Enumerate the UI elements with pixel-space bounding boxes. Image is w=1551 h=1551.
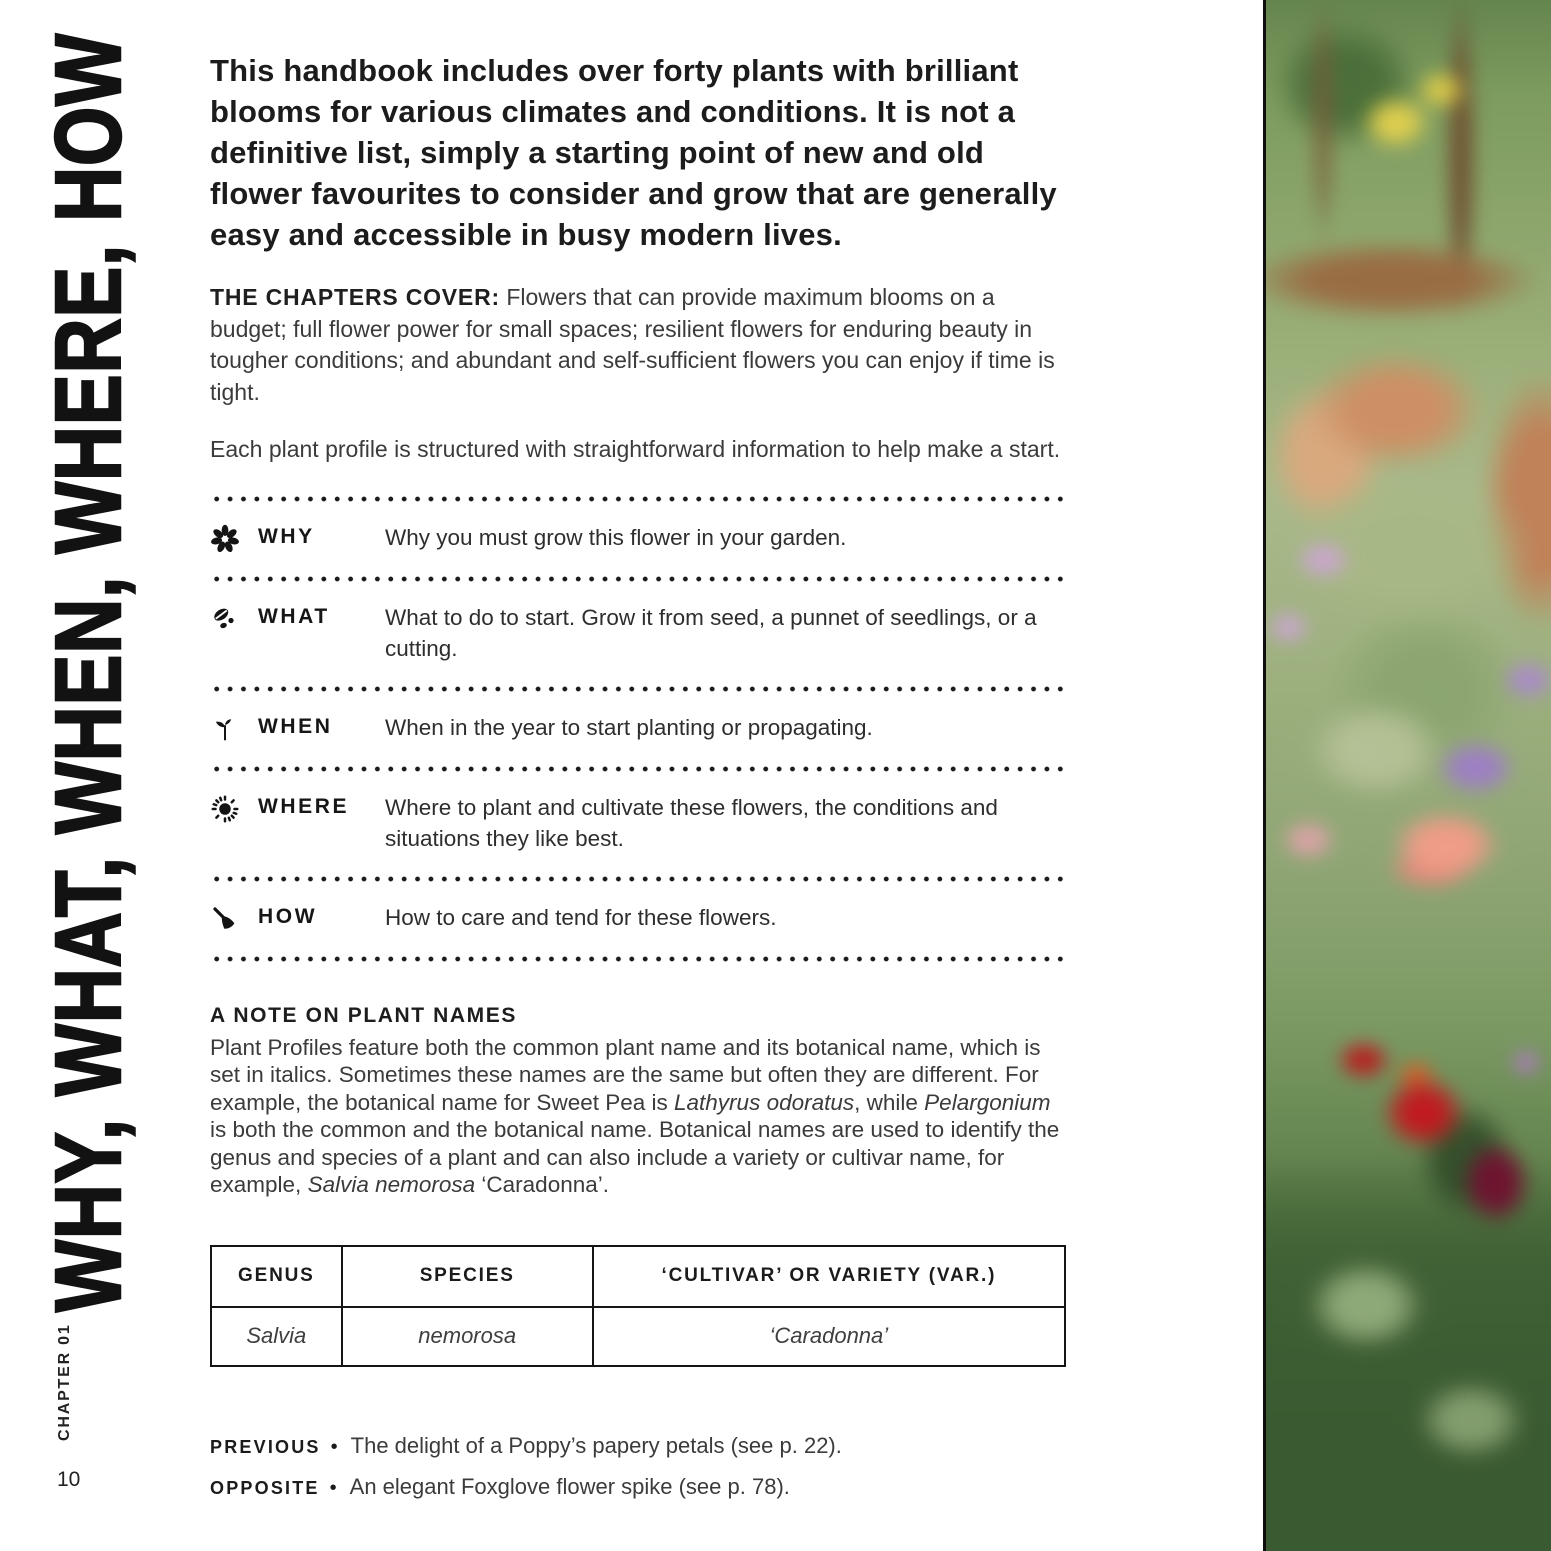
legend-row-how bbox=[210, 882, 1066, 956]
chapter-label: CHAPTER 01 bbox=[56, 1323, 73, 1441]
table-cell-genus: Salvia bbox=[211, 1307, 342, 1366]
table-cell-cultivar: ‘Caradonna’ bbox=[593, 1307, 1065, 1366]
bullet-icon: • bbox=[330, 1436, 338, 1458]
intro-paragraph: This handbook includes over forty plants with brilliant blooms for various climates and conditions. It is not a definitive list, simply a starting point of new and old flower favourites to consider and grow that are generally easy and accessible in busy modern lives. bbox=[210, 53, 1057, 252]
caption-text: The delight of a Poppy’s papery petals (see p. 22). bbox=[350, 1433, 842, 1458]
bullet-icon: • bbox=[329, 1477, 337, 1499]
table-header-genus: GENUS bbox=[211, 1246, 342, 1307]
profile-legend bbox=[210, 496, 1066, 962]
legend-description: When in the year to start planting or propagating. bbox=[385, 714, 873, 740]
legend-label: WHEN bbox=[258, 714, 333, 738]
caption-label: PREVIOUS bbox=[210, 1437, 321, 1457]
legend-label: WHAT bbox=[258, 604, 330, 628]
table-header-row bbox=[211, 1246, 1065, 1307]
legend-label: HOW bbox=[258, 904, 318, 928]
legend-row-where bbox=[210, 772, 1066, 876]
chapters-cover-label: THE CHAPTERS COVER: bbox=[210, 284, 500, 310]
legend-description: How to care and tend for these flowers. bbox=[385, 904, 777, 930]
table-row bbox=[211, 1307, 1065, 1366]
legend-description: What to do to start. Grow it from seed, a punnet of seedlings, or a cutting. bbox=[385, 604, 1037, 661]
page-number: 10 bbox=[57, 1468, 81, 1491]
trowel-icon bbox=[210, 902, 258, 934]
seeds-icon bbox=[210, 602, 258, 634]
legend-row-what bbox=[210, 582, 1066, 686]
table-header-species: SPECIES bbox=[342, 1246, 593, 1307]
sprout-icon bbox=[210, 712, 258, 744]
table-cell-species: nemorosa bbox=[342, 1307, 593, 1366]
legend-description: Why you must grow this flower in your garden. bbox=[385, 524, 847, 550]
page-title: WHY, WHAT, WHEN, WHERE, HOW bbox=[36, 33, 140, 1312]
legend-row-why bbox=[210, 502, 1066, 576]
profile-intro-paragraph: Each plant profile is structured with straightforward information to help make a start. bbox=[210, 436, 1061, 462]
sun-icon bbox=[210, 792, 258, 824]
flower-icon bbox=[210, 522, 258, 554]
chapters-cover-paragraph bbox=[210, 282, 1066, 408]
dotted-divider bbox=[210, 956, 1066, 962]
legend-description: Where to plant and cultivate these flowers, the conditions and situations they like best. bbox=[385, 794, 998, 851]
plant-names-paragraph: Plant Profiles feature both the common plant name and its botanical name, which is set in italics. Sometimes these names are the same but often they are different. For example, the botanical name for Sweet Pea is Lathyrus odoratus, while Pelargonium is both the common and the botanical name. Botanical names are used to identify the genus and species of a plant and can also include a variety or cultivar name, for example, Salvia nemorosa ‘Caradonna’. bbox=[210, 1034, 1060, 1197]
figure-captions bbox=[210, 1433, 842, 1515]
legend-label: WHERE bbox=[258, 794, 350, 818]
caption-label: OPPOSITE bbox=[210, 1478, 320, 1498]
garden-photo bbox=[1263, 0, 1551, 1551]
main-content bbox=[210, 50, 1066, 1367]
chapters-cover-text: Flowers that can provide maximum blooms on a budget; full flower power for small spaces; resilient flowers for enduring beauty in tougher conditions; and abundant and self-sufficient flowers you can enjoy if time is tight. bbox=[210, 284, 1055, 405]
caption-previous bbox=[210, 1433, 842, 1459]
table-header-cultivar: ‘CULTIVAR’ OR VARIETY (VAR.) bbox=[593, 1246, 1065, 1307]
plant-names-heading: A NOTE ON PLANT NAMES bbox=[210, 1003, 517, 1027]
caption-text: An elegant Foxglove flower spike (see p. 78). bbox=[349, 1474, 790, 1499]
caption-opposite bbox=[210, 1474, 842, 1500]
garden-photo-blur bbox=[1263, 0, 1551, 1551]
legend-row-when bbox=[210, 692, 1066, 766]
legend-label: WHY bbox=[258, 524, 315, 548]
plant-name-table bbox=[210, 1245, 1066, 1367]
